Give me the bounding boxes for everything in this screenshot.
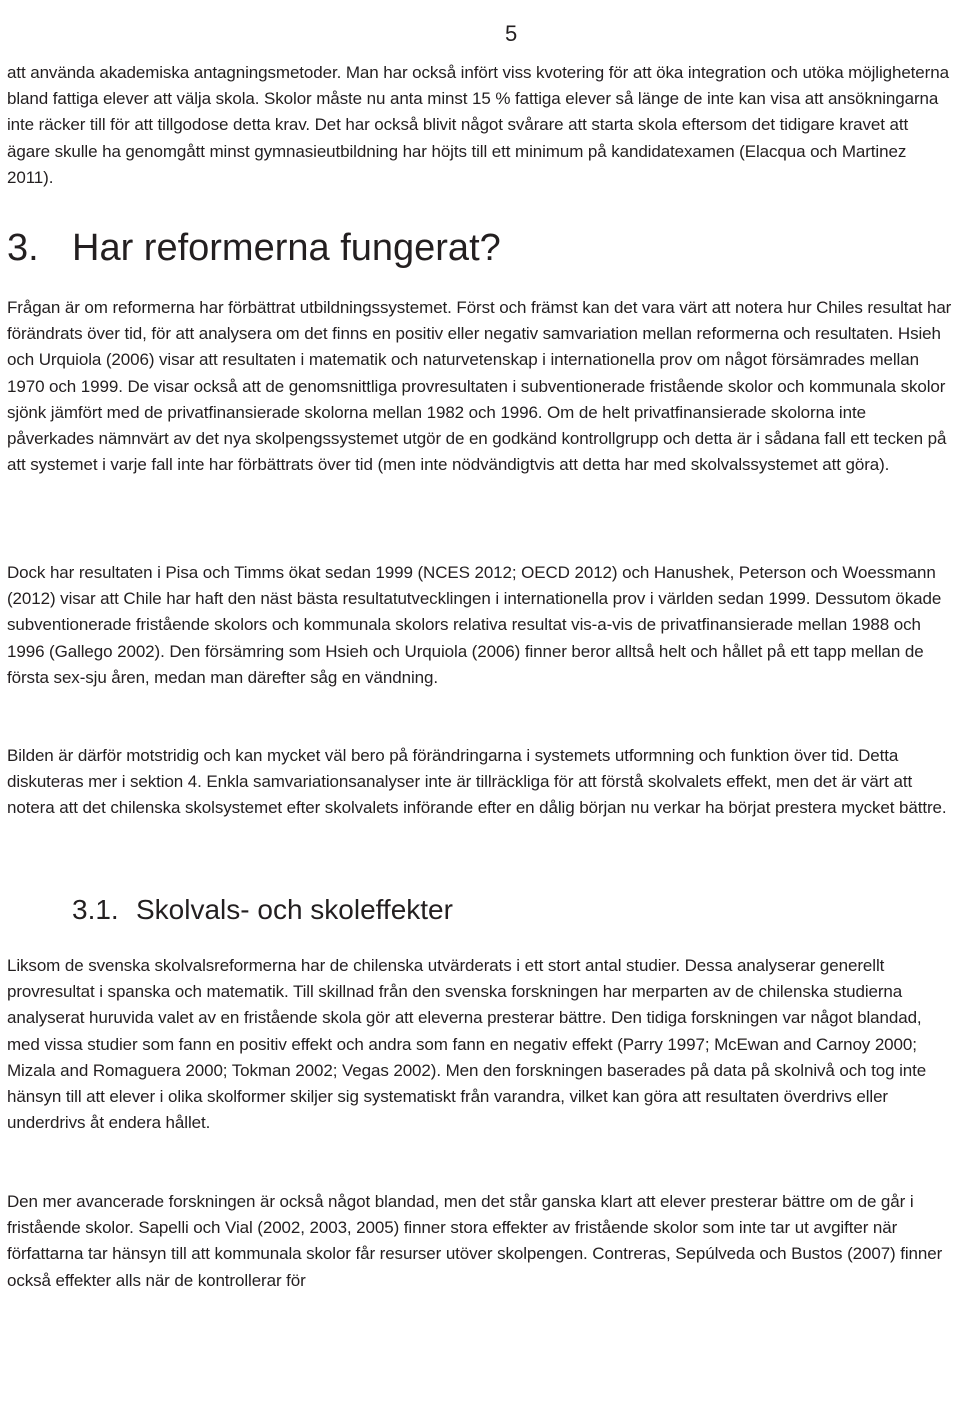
paragraph-pisa-timms: Dock har resultaten i Pisa och Timms ökat sedan 1999 (NCES 2012; OECD 2012) och Hanushek, Peterson och Woessmann (2012) visar att Chile har haft den näst bästa resultatutvecklingen i internationella prov i världen sedan 1999. Dessutom ökade subventionerade fristående skolors och kommunala skolors relativa resultat vis-a-vis de privatfinansierade mellan 1988 och 1996 (Gallego 2002). Den försämring som Hsieh och Urquiola (2006) finner beror alltså helt och hållet på ett tapp mellan de första sex-sju åren, medan man därefter såg en vändning. [7,563,942,687]
paragraph-chilean-studies: Liksom de svenska skolvalsreformerna har de chilenska utvärderats i ett stort antal studier. Dessa analyserar generellt provresultat i spanska och matematik. Till skillnad från den svenska forskningen har merparten av de chilenska studierna analyserat huruvida valet av en fristående skola gör att eleverna presterar bättre. Den tidiga forskningen var något blandad, med vissa studier som fann en positiv effekt och andra som fann en negativ effekt (Parry 1997; McEwan and Carnoy 2000; Mizala and Romaguera 2000; Tokman 2002; Vegas 2002). Men den forskningen baserades på data på skolnivå och tog inte hänsyn till att elever i olika skolformer skiljer sig systematiskt från varandra, vilket kan göra att resultaten överdrivs eller underdrivs åt endera hållet. [7,956,927,1133]
section-title: Har reformerna fungerat? [72,227,501,269]
paragraph-conflicting-picture: Bilden är därför motstridig och kan mycket väl bero på förändringarna i systemets utformning och funktion över tid. Detta diskuteras mer i sektion 4. Enkla samvariationsanalyser inte är tillräckliga för att förstå skolvalets effekt, men det är värt att notera att det chilenska skolsystemet efter skolvalets införande efter en dålig början nu verkar ha börjat prestera mycket bättre. [7,746,947,818]
paragraph-intro-continued: att använda akademiska antagningsmetoder. Man har också infört viss kvotering för att öka integration och utöka möjligheterna bland fattiga elever att välja skola. Skolor måste nu anta minst 15 % fattiga elever så länge de inte kan visa att ansökningarna inte räcker till för att tillgodose detta krav. Det har också blivit något svårare att starta skola eftersom det tidigare kravet att ägare skulle ha genomgått minst gymnasieutbildning har höjts till ett minimum på kandidatexamen (Elacqua och Martinez 2011). [7,63,949,187]
section-heading [7,226,952,270]
page-number: 5 [505,21,518,46]
subsection-title: Skolvals- och skoleffekter [136,894,453,925]
paragraph-advanced-research: Den mer avancerade forskningen är också något blandad, men det står ganska klart att elever presterar bättre om de går i fristående skolor. Sapelli och Vial (2002, 2003, 2005) finner stora effekter av fristående skolor som inte tar ut avgifter när författarna tar hänsyn till att kommunala skolor får resurser utöver skolpengen. Contreras, Sepúlveda och Bustos (2007) finner också effekter alls när de kontrollerar för [7,1192,943,1290]
subsection-heading [72,893,960,927]
paragraph-results-trend: Frågan är om reformerna har förbättrat utbildningssystemet. Först och främst kan det vara värt att notera hur Chiles resultat har förändrats över tid, för att analysera om det finns en positiv eller negativ samvariation mellan reformerna och resultaten. Hsieh och Urquiola (2006) visar att resultaten i matematik och naturvetenskap i internationella prov om något försämrades mellan 1970 och 1999. De visar också att de genomsnittliga provresultaten i subventionerade fristående skolor och kommunala skolor sjönk jämfört med de privatfinansierade skolorna mellan 1982 och 1996. Om de helt privatfinansierade skolorna inte påverkades nämnvärt av det nya skolpengssystemet utgör de en godkänd kontrollgrupp och detta är i sådana fall ett tecken på att systemet i varje fall inte har förbättrats över tid (men inte nödvändigtvis att detta har med skolvalssystemet att göra). [7,298,952,475]
section-number: 3. [7,227,39,269]
subsection-number: 3.1. [72,894,119,925]
